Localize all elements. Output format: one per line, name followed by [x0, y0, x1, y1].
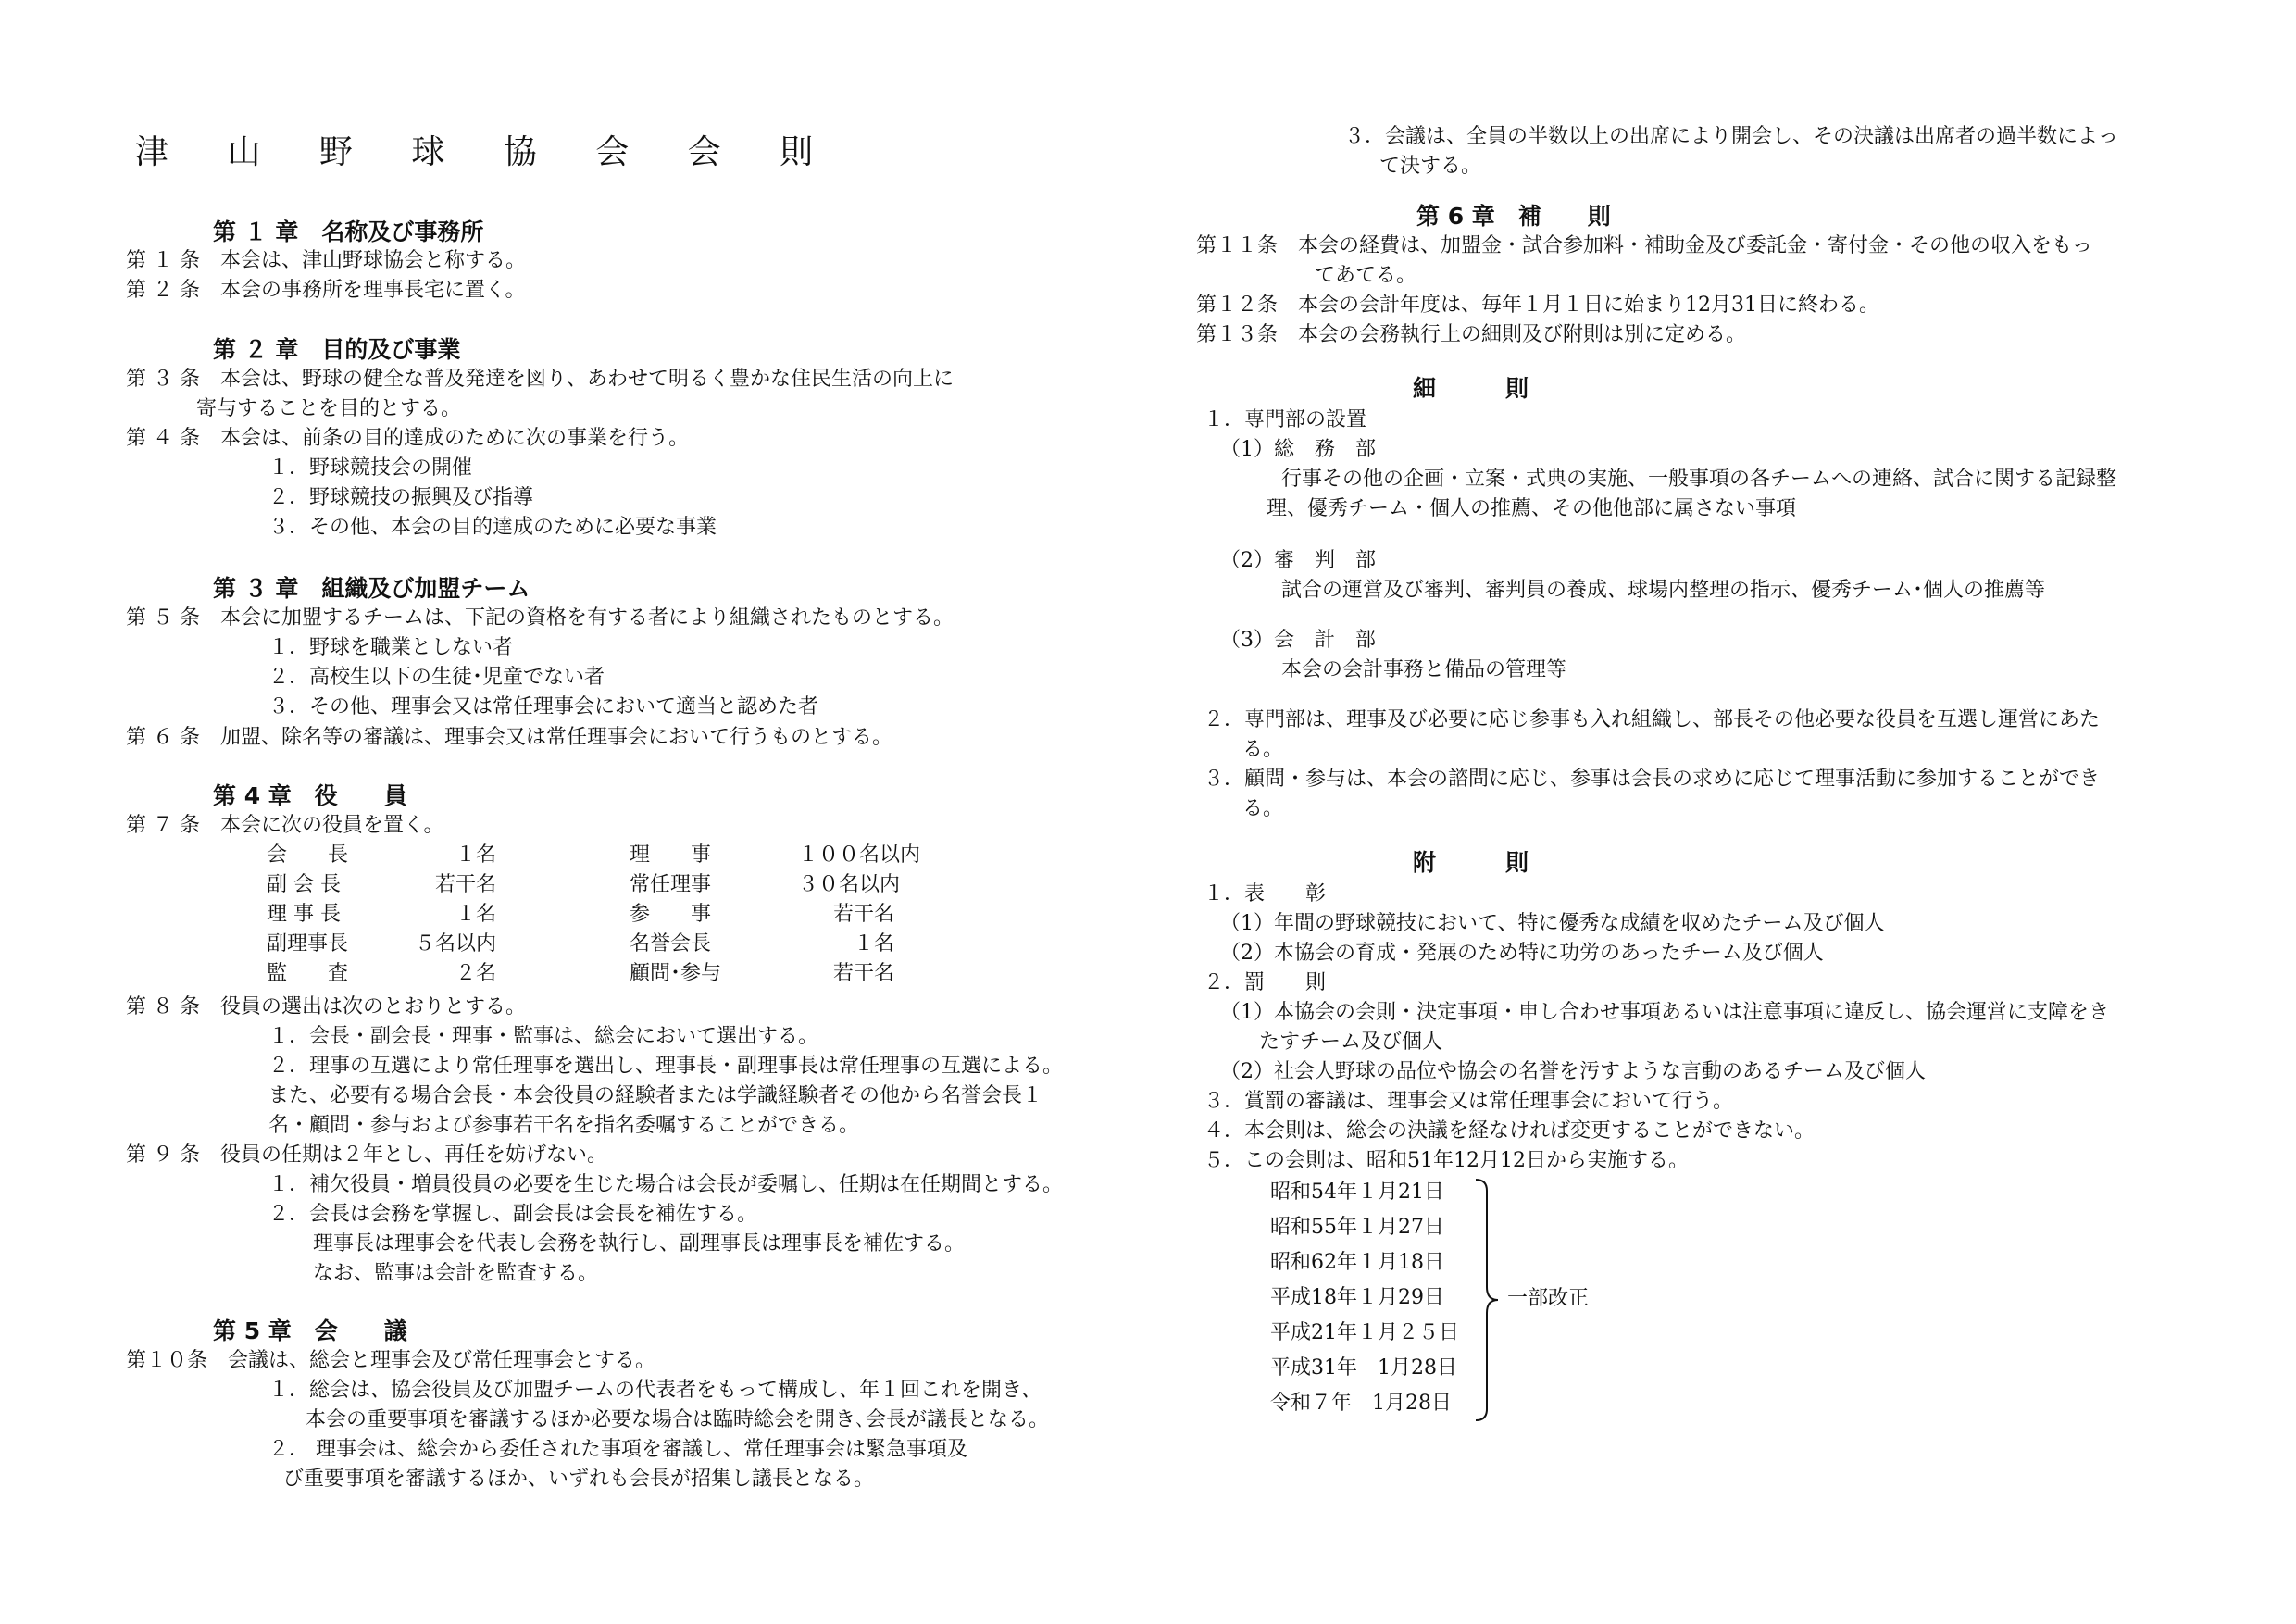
left-line: 第 ８ 条 役員の選出は次のとおりとする。	[126, 995, 526, 1018]
left-line: ２． 理事会は、総会から委任された事項を審議し、常任理事会は緊急事項及	[268, 1438, 967, 1461]
right-line: （2）審 判 部	[1220, 549, 1376, 572]
officer-cell: ５名以内	[414, 932, 496, 956]
right-heading: 第 6 章 補 則	[1416, 203, 1611, 230]
left-line: ２．野球競技の振興及び指導	[268, 486, 534, 509]
right-line: （1）本協会の会則・決定事項・申し合わせ事項あるいは注意事項に違反し、協会運営に支障をき	[1220, 1001, 2110, 1024]
officer-cell: １名	[455, 843, 496, 867]
officer-cell: ２名	[455, 962, 496, 985]
officer-cell: 理 事	[630, 843, 712, 867]
right-line: （2）本協会の育成・発展のため特に功労のあったチーム及び個人	[1220, 942, 1824, 965]
officer-cell: 若干名	[434, 873, 496, 896]
right-line: る。	[1242, 738, 1284, 761]
left-line: 第１０条 会議は、総会と理事会及び常任理事会とする。	[126, 1349, 656, 1372]
right-line: ２．罰 則	[1204, 971, 1327, 994]
amendment-date: 平成21年１月２５日	[1270, 1321, 1459, 1344]
right-line: てあてる。	[1315, 264, 1417, 287]
left-heading: 第 ３ 章 組織及び加盟チーム	[213, 575, 530, 602]
left-line: 寄与することを目的とする。	[196, 397, 462, 420]
left-line: ３．その他、理事会又は常任理事会において適当と認めた者	[268, 695, 819, 718]
left-line: ３．その他、本会の目的達成のために必要な事業	[268, 516, 718, 539]
right-line: 本会の会計事務と備品の管理等	[1281, 658, 1567, 681]
officer-cell: 顧問･参与	[630, 962, 722, 985]
left-line: 第 ６ 条 加盟、除名等の審議は、理事会又は常任理事会において行うものとする。	[126, 726, 892, 749]
officer-cell: １００名以内	[798, 843, 921, 867]
right-line: （3）会 計 部	[1220, 629, 1376, 652]
right-line: 第１１条 本会の経費は、加盟金・試合参加料・補助金及び委託金・寄付金・その他の収入をもっ	[1196, 234, 2093, 257]
left-line: び重要事項を審議するほか、いずれも会長が招集し議長となる。	[283, 1468, 875, 1491]
left-line: 第 ５ 条 本会に加盟するチームは、下記の資格を有する者により組織されたものとする。	[126, 606, 954, 630]
right-line: 理、優秀チーム・個人の推薦、その他他部に属さない事項	[1267, 497, 1797, 520]
left-line: ２．会長は会務を掌握し、副会長は会長を補佐する。	[268, 1203, 758, 1226]
right-line: ２．専門部は、理事及び必要に応じ参事も入れ組織し、部長その他必要な役員を互選し運営にあた	[1204, 708, 2101, 731]
right-line: １．表 彰	[1204, 882, 1327, 906]
left-line: 第 ３ 条 本会は、野球の健全な普及発達を図り、あわせて明るく豊かな住民生活の向上に	[126, 368, 954, 391]
amendment-date: 昭和55年１月27日	[1270, 1216, 1444, 1239]
left-line: また、必要有る場合会長・本会役員の経験者または学識経験者その他から名誉会長１	[268, 1084, 1043, 1107]
right-line: （2）社会人野球の品位や協会の名誉を汚すような言動のあるチーム及び個人	[1220, 1060, 1926, 1083]
left-heading: 第 5 章 会 議	[213, 1318, 407, 1344]
right-line: ３．賞罰の審議は、理事会又は常任理事会において行う。	[1204, 1090, 1734, 1113]
left-line: １．野球を職業としない者	[268, 636, 514, 659]
officer-cell: ３０名以内	[798, 873, 901, 896]
left-heading: 第 １ 章 名称及び事務所	[213, 219, 484, 245]
officer-cell: 常任理事	[630, 873, 712, 896]
left-line: なお、監事は会計を監査する。	[313, 1262, 599, 1285]
amendment-date: 昭和62年１月18日	[1270, 1251, 1444, 1274]
left-line: 理事長は理事会を代表し会務を執行し、副理事長は理事長を補佐する。	[313, 1232, 966, 1255]
left-line: 本会の重要事項を審議するほか必要な場合は臨時総会を開き､会長が議長となる。	[306, 1408, 1050, 1431]
right-line: 試合の運営及び審判、審判員の養成、球場内整理の指示、優秀チーム･個人の推薦等	[1281, 579, 2046, 602]
officer-cell: 若干名	[832, 962, 894, 985]
right-line: １．専門部の設置	[1204, 408, 1367, 431]
right-line: て決する。	[1379, 155, 1482, 178]
left-line: 名・顧問・参与および参事若干名を指名委嘱することができる。	[268, 1114, 860, 1137]
left-line: 第 ９ 条 役員の任期は２年とし、再任を妨げない。	[126, 1143, 607, 1167]
left-line: 第 ２ 条 本会の事務所を理事長宅に置く。	[126, 279, 526, 302]
officer-cell: 若干名	[832, 903, 894, 926]
officer-cell: １名	[455, 903, 496, 926]
left-heading: 第 4 章 役 員	[213, 782, 407, 809]
officer-cell: 参 事	[630, 903, 712, 926]
officer-cell: １名	[853, 932, 894, 956]
amendment-brace	[1474, 1178, 1500, 1422]
left-line: 第 ４ 条 本会は、前条の目的達成のために次の事業を行う。	[126, 427, 689, 450]
amendment-date: 平成18年１月29日	[1270, 1286, 1444, 1309]
officer-cell: 副理事長	[267, 932, 349, 956]
officer-cell: 理 事 長	[267, 903, 341, 926]
left-line: 第 １ 条 本会は、津山野球協会と称する。	[126, 249, 526, 272]
right-line: 行事その他の企画・立案・式典の実施、一般事項の各チームへの連絡、試合に関する記録整	[1281, 468, 2117, 491]
officer-cell: 会 長	[267, 843, 349, 867]
right-line: （1）総 務 部	[1220, 438, 1376, 461]
right-line: ３．顧問・参与は、本会の諮問に応じ、参事は会長の求めに応じて理事活動に参加することができ	[1204, 768, 2101, 791]
amendment-label: 一部改正	[1507, 1287, 1590, 1310]
right-line: ３．会議は、全員の半数以上の出席により開会し、その決議は出席者の過半数によっ	[1344, 125, 2119, 148]
right-line: る。	[1242, 797, 1284, 820]
left-line: １．野球競技会の開催	[268, 456, 473, 480]
officer-cell: 監 査	[267, 962, 349, 985]
right-line: 第１２条 本会の会計年度は、毎年１月１日に始まり12月31日に終わる。	[1196, 294, 1879, 317]
right-heading: 細 則	[1413, 375, 1529, 402]
left-line: １．総会は、協会役員及び加盟チームの代表者をもって構成し、年１回これを開き、	[268, 1379, 1042, 1402]
left-line: 第 ７ 条 本会に次の役員を置く。	[126, 814, 444, 837]
left-line: ２．高校生以下の生徒･児童でない者	[268, 666, 605, 689]
right-line: （1）年間の野球競技において、特に優秀な成績を収めたチーム及び個人	[1220, 912, 1885, 935]
left-heading: 第 ２ 章 目的及び事業	[213, 336, 461, 363]
amendment-date: 平成31年 1月28日	[1270, 1356, 1457, 1380]
left-line: ２．理事の互選により常任理事を選出し、理事長・副理事長は常任理事の互選による。	[268, 1055, 1064, 1078]
amendment-date: 令和７年 1月28日	[1270, 1392, 1452, 1415]
left-line: １．補欠役員・増員役員の必要を生じた場合は会長が委嘱し、任期は在任期間とする。	[268, 1173, 1064, 1196]
right-line: ５．この会則は、昭和51年12月12日から実施する。	[1204, 1149, 1689, 1172]
right-line: ４．本会則は、総会の決議を経なければ変更することができない。	[1204, 1119, 1816, 1143]
right-line: 第１３条 本会の会務執行上の細則及び附則は別に定める。	[1196, 323, 1747, 346]
page-title: 津 山 野 球 協 会 会 則	[135, 133, 838, 171]
officer-cell: 名誉会長	[630, 932, 712, 956]
amendment-date: 昭和54年１月21日	[1270, 1181, 1444, 1204]
right-heading: 附 則	[1413, 849, 1529, 876]
officer-cell: 副 会 長	[267, 873, 341, 896]
left-line: １．会長・副会長・理事・監事は、総会において選出する。	[268, 1025, 819, 1048]
right-line: たすチーム及び個人	[1259, 1031, 1443, 1054]
